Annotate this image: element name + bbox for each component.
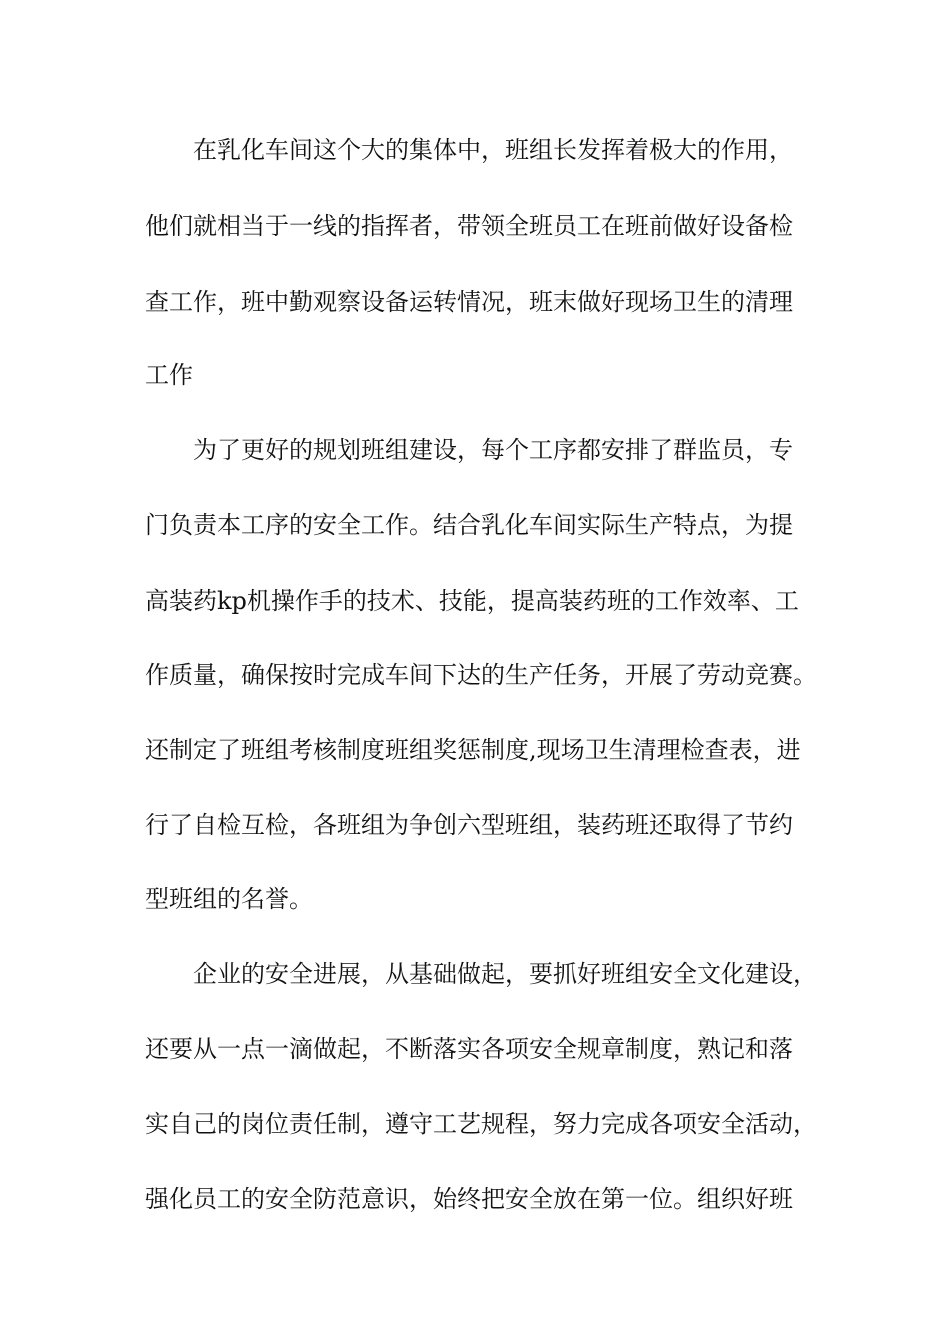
paragraph-2-line-1: 为了更好的规划班组建设，每个工序都安排了群监员，专 [193,436,793,464]
paragraph-3-line-4: 强化员工的安全防范意识，始终把安全放在第一位。组织好班 [145,1185,793,1213]
paragraph-3-line-3: 实自己的岗位责任制，遵守工艺规程，努力完成各项安全活动， [145,1110,817,1138]
paragraph-2-line-3: 高装药kp机操作手的技术、技能，提高装药班的工作效率、工 [145,587,799,615]
paragraph-1-line-3: 查工作，班中勤观察设备运转情况，班末做好现场卫生的清理 [145,288,793,316]
paragraph-2-line-5: 还制定了班组考核制度班组奖惩制度,现场卫生清理检查表，进 [145,736,801,764]
paragraph-2-line-6: 行了自检互检，各班组为争创六型班组，装药班还取得了节约 [145,811,793,839]
paragraph-3-line-1: 企业的安全进展，从基础做起，要抓好班组安全文化建设， [193,960,817,988]
paragraph-1-line-2: 他们就相当于一线的指挥者，带领全班员工在班前做好设备检 [145,212,793,240]
paragraph-3-line-2: 还要从一点一滴做起，不断落实各项安全规章制度，熟记和落 [145,1035,793,1063]
paragraph-1-line-4: 工作 [145,361,193,389]
paragraph-1-line-1: 在乳化车间这个大的集体中，班组长发挥着极大的作用， [193,136,793,164]
paragraph-2-line-4: 作质量，确保按时完成车间下达的生产任务，开展了劳动竞赛。 [145,661,817,689]
paragraph-2-line-2: 门负责本工序的安全工作。结合乳化车间实际生产特点，为提 [145,511,793,539]
paragraph-2-line-7: 型班组的名誉。 [145,885,313,913]
